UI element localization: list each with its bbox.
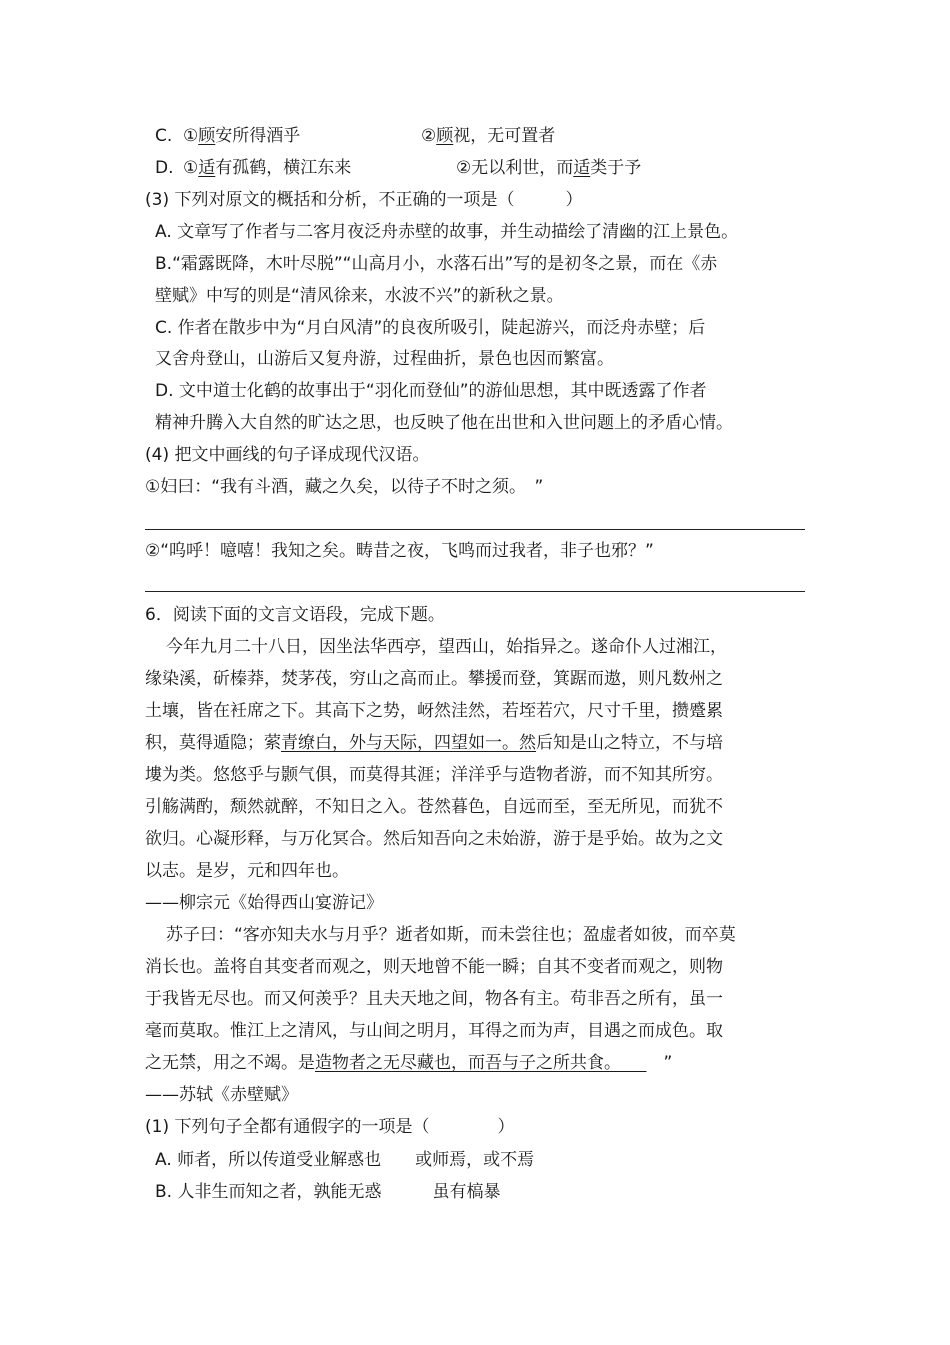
passage-2-source: ——苏轼《赤壁赋》 (145, 1085, 298, 1105)
option-d-left: ①适有孤鹤，横江东来 (183, 158, 352, 178)
passage-2-line: 消长也。盖将自其变者而观之，则天地曾不能一瞬；自其不变者而观之，则物 (145, 957, 723, 977)
option-d-right: ②无以利世，而适类于予 (456, 158, 642, 178)
q4-stem: (4) 把文中画线的句子译成现代汉语。 (145, 445, 430, 465)
q3-stem: (3) 下列对原文的概括和分析，不正确的一项是（ ） (145, 190, 583, 210)
option-d-label: D. (155, 158, 174, 178)
q3-option-c-line2: 又舍舟登山，山游后又复舟游，过程曲折，景色也因而繁富。 (155, 349, 614, 369)
passage-1-line: 积，莫得遁隐；萦青缭白，外与天际，四望如一。然后知是山之特立，不与培 (145, 733, 723, 753)
answer-line-2 (145, 591, 805, 592)
passage-2-line: 苏子曰：“客亦知夫水与月乎？逝者如斯，而未尝往也；盈虚者如彼，而卒莫 (166, 925, 736, 945)
option-c-right: ②顾视，无可置者 (421, 126, 556, 146)
q6-1-option-a: A. 师者，所以传道受业解惑也 或师焉，或不焉 (155, 1150, 535, 1170)
q3-option-d-line2: 精神升腾入大自然的旷达之思，也反映了他在出世和入世问题上的矛盾心情。 (155, 413, 733, 433)
passage-2-line: 毫而莫取。惟江上之清风，与山间之明月，耳得之而为声，目遇之而成色。取 (145, 1021, 723, 1041)
q6-heading: 6．阅读下面的文言文语段，完成下题。 (145, 605, 445, 625)
q4-sentence-2: ②“呜呼！噫嘻！我知之矣。畴昔之夜，飞鸣而过我者，非子也邪？” (145, 541, 654, 561)
underlined-sentence: 造物者之无尽藏也，而吾与子之所共食。 (315, 1053, 647, 1073)
answer-line-1 (145, 529, 805, 530)
q6-1-option-b: B. 人非生而知之者，孰能无惑 虽有槁暴 (155, 1182, 501, 1202)
q4-sentence-1: ①妇曰：“我有斗酒，藏之久矣，以待子不时之须。 ” (145, 477, 544, 497)
passage-1-line: 塿为类。悠悠乎与颢气俱，而莫得其涯；洋洋乎与造物者游，而不知其所穷。 (145, 765, 723, 785)
passage-1-line: 土壤，皆在衽席之下。其高下之势，岈然洼然，若垤若穴，尺寸千里，攒蹙累 (145, 701, 723, 721)
q3-option-b-line2: 壁赋》中写的则是“清风徐来，水波不兴”的新秋之景。 (155, 286, 564, 306)
passage-2-line: 之无禁，用之不竭。是造物者之无尽藏也，而吾与子之所共食。 ” (145, 1053, 673, 1073)
passage-2-line: 于我皆无尽也。而又何羡乎？且夫天地之间，物各有主。苟非吾之所有，虽一 (145, 989, 723, 1009)
option-c-left: ①顾安所得酒乎 (183, 126, 301, 146)
passage-1-line: 引觞满酌，颓然就醉，不知日之入。苍然暮色，自远而至，至无所见，而犹不 (145, 797, 723, 817)
passage-1-line: 欲归。心凝形释，与万化冥合。然后知吾向之未始游，游于是乎始。故为之文 (145, 829, 723, 849)
q6-1-stem: (1) 下列句子全都有通假字的一项是（ ） (145, 1117, 515, 1137)
passage-1-source: ——柳宗元《始得西山宴游记》 (145, 893, 383, 913)
q3-option-b-line1: B.“霜露既降，木叶尽脱”“山高月小，水落石出”写的是初冬之景，而在《赤 (155, 254, 718, 274)
q3-option-d-line1: D. 文中道士化鹤的故事出于“羽化而登仙”的游仙思想，其中既透露了作者 (155, 381, 707, 401)
passage-1-line: 今年九月二十八日，因坐法华西亭，望西山，始指异之。遂命仆人过湘江， (166, 637, 727, 657)
passage-1-line: 以志。是岁，元和四年也。 (145, 861, 349, 881)
underlined-sentence: 青缭白，外与天际，四望如一。然 (281, 733, 536, 753)
option-c-label: C. (155, 126, 173, 146)
passage-1-line: 缘染溪，斫榛莽，焚茅茷，穷山之高而止。攀援而登，箕踞而遨，则凡数州之 (145, 669, 723, 689)
q3-option-a: A. 文章写了作者与二客月夜泛舟赤壁的故事，并生动描绘了清幽的江上景色。 (155, 222, 739, 242)
q3-option-c-line1: C. 作者在散步中为“月白风清”的良夜所吸引，陡起游兴，而泛舟赤壁；后 (155, 318, 706, 338)
